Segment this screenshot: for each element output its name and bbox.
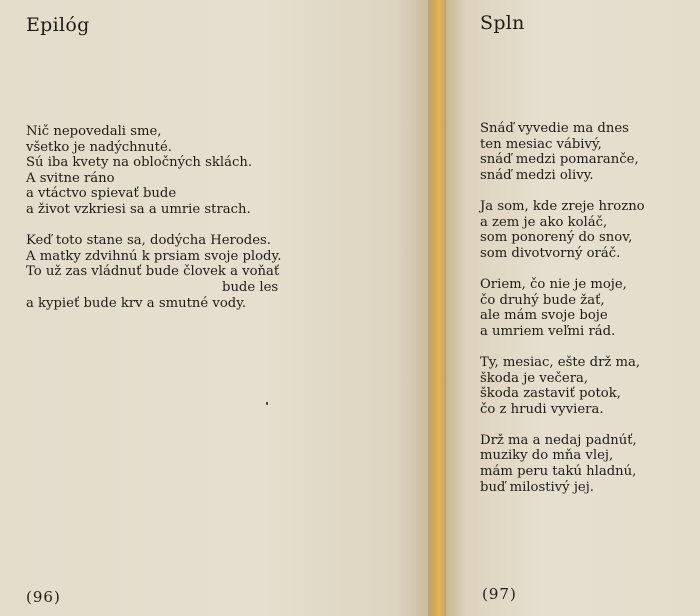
poem-line: Oriem, čo nie je moje,: [480, 276, 627, 292]
poem-line: Snáď vyvedie ma dnes: [480, 121, 629, 136]
poem-line: mám peru takú hladnú,: [480, 464, 637, 480]
poem-line: som ponorený do snov,: [480, 230, 633, 246]
stanza-gap: [480, 261, 645, 277]
poem-line: škoda zastaviť potok,: [480, 386, 621, 402]
book-gutter: [428, 0, 448, 616]
right-page: [446, 0, 700, 616]
poem-line: čo z hrudi vyviera.: [480, 401, 604, 417]
poem-line: a vtáctvo spievať bude: [26, 186, 177, 202]
poem-line-indented: bude les: [222, 279, 279, 295]
poem-line: Keď toto stane sa, dodýcha Herodes.: [26, 233, 271, 249]
stanza-gap: [26, 218, 281, 234]
poem-line: snáď medzi pomaranče,: [480, 152, 639, 168]
poem-line: To už zas vládnuť bude človek a voňať: [26, 264, 280, 280]
poem-line: Ja som, kde zreje hrozno: [480, 198, 645, 214]
poem-line: a zem je ako koláč,: [480, 214, 608, 230]
poem-line: A matky zdvihnú k prsiam svoje plody.: [26, 248, 282, 264]
stanza-gap: [480, 339, 645, 355]
left-page-title: Epilóg: [26, 14, 90, 36]
right-page-title: Spln: [480, 12, 525, 34]
stanza-gap: [480, 183, 645, 199]
poem-line: a život vzkriesi sa a umrie strach.: [26, 201, 251, 217]
show-through-texture: [150, 10, 390, 24]
poem-line: škoda je večera,: [480, 370, 589, 386]
poem-line: snáď medzi olivy.: [480, 167, 594, 183]
poem-line: Sú iba kvety na obločných sklách.: [26, 155, 253, 171]
right-poem: [480, 121, 645, 495]
stanza-gap: [480, 417, 645, 433]
poem-line: A svitne ráno: [26, 170, 115, 186]
poem-line: čo druhý bude žať,: [480, 292, 605, 308]
right-page-number: (97): [482, 585, 517, 603]
poem-line: buď milostivý jej.: [480, 479, 594, 495]
left-page-number: (96): [26, 588, 61, 606]
poem-line: Nič nepovedali sme,: [26, 124, 162, 139]
poem-line: všetko je nadýchnuté.: [26, 139, 172, 155]
poem-line: Drž ma a nedaj padnúť,: [480, 432, 637, 448]
poem-line: a kypieť bude krv a smutné vody.: [26, 295, 247, 311]
poem-line: som divotvorný oráč.: [480, 245, 621, 261]
poem-line: muziky do mňa vlej,: [480, 448, 614, 464]
poem-line: Ty, mesiac, ešte drž ma,: [480, 354, 641, 370]
poem-line: ten mesiac vábivý,: [480, 136, 602, 152]
poem-line: a umriem veľmi rád.: [480, 323, 616, 339]
left-poem: [26, 124, 281, 311]
poem-line: ale mám svoje boje: [480, 308, 608, 324]
paper-speck: [266, 402, 268, 405]
